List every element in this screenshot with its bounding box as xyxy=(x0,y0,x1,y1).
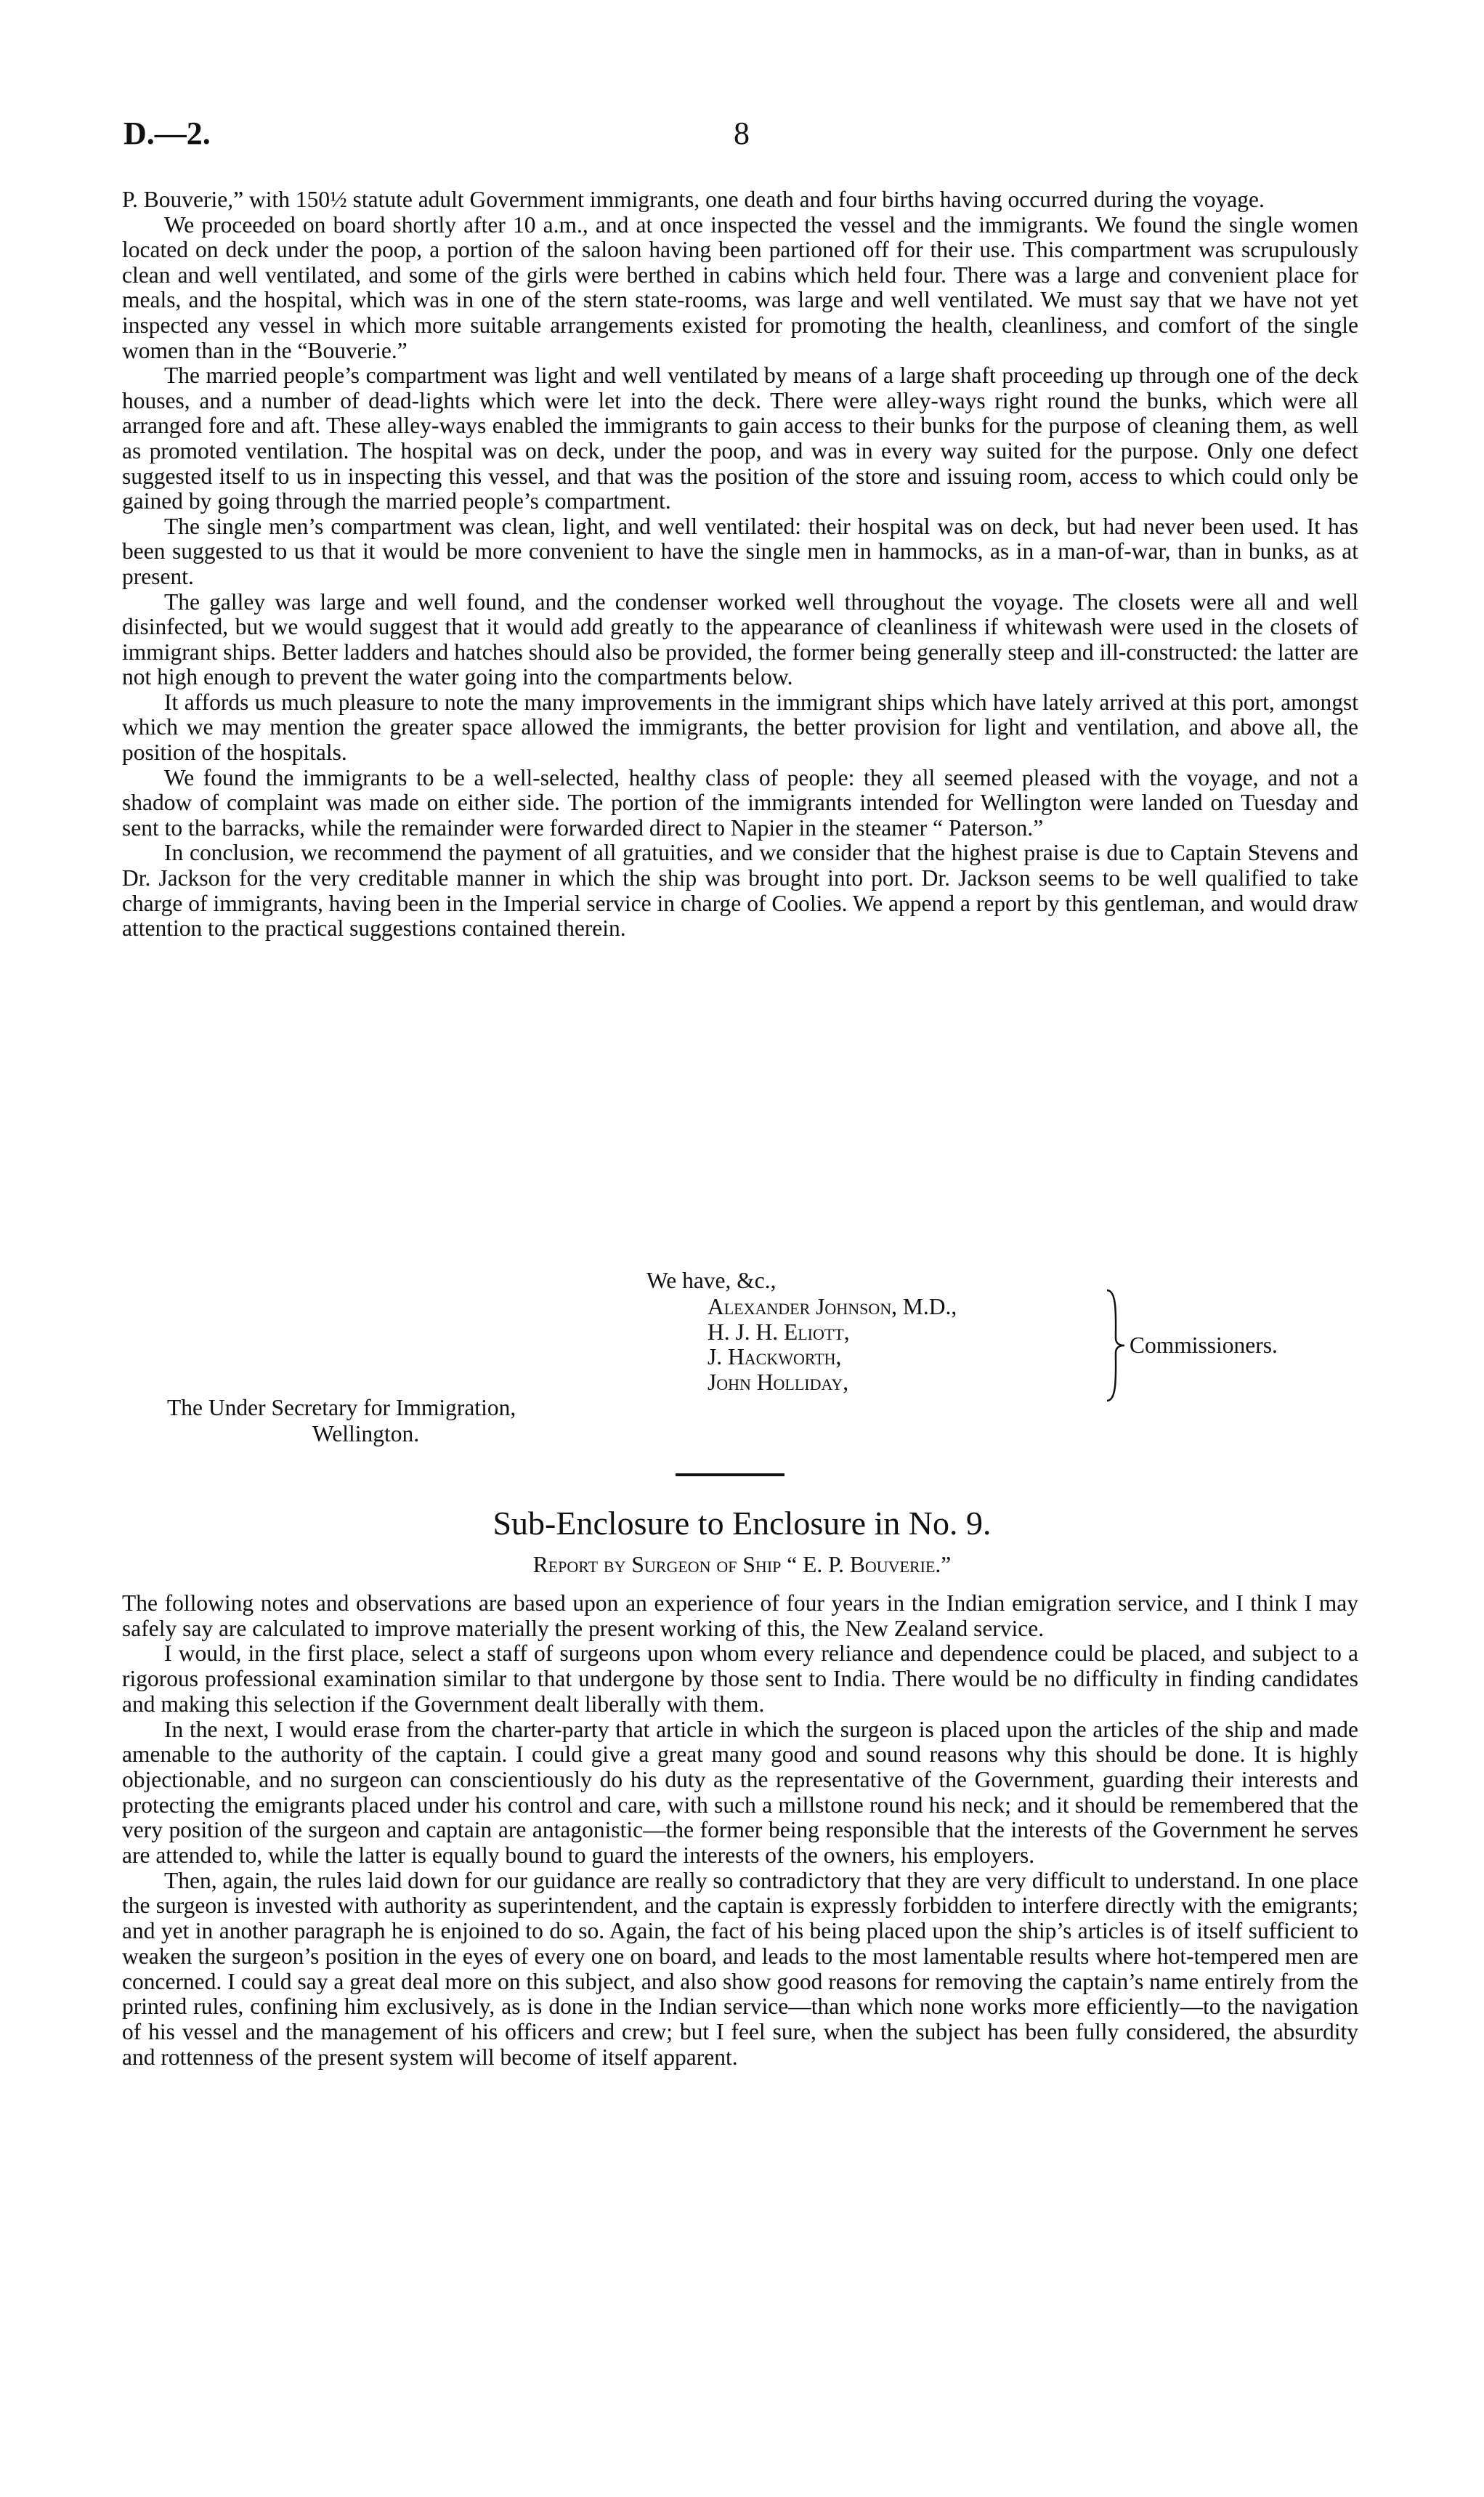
enclosure-paragraph: The following notes and observations are based upon an experience of four years in the Indian emigration service, and I think I may safely say are calculated to improve materially the present working of this, the New Zealand service. xyxy=(122,1590,1358,1641)
letter-paragraph: It affords us much pleasure to note the many improvements in the immigrant ships which have lately arrived at this port, amongst which we may mention the greater space allowed the immigrants, the better provision for light and ventilation, and above all, the position of the hospitals. xyxy=(122,689,1358,766)
letter-paragraph: The married people’s compartment was light and well ventilated by means of a large shaft proceeding up through one of the deck houses, and a number of dead-lights which were let into the deck. There were alley-ways right round the bunks, which were all arranged fore and aft. These alley-ways enabled the immigrants to gain access to their bunks for the purpose of cleaning them, as well as promoted ventilation. The hospital was on deck, under the poop, and was in every way suited for the purpose. Only one defect suggested itself to us in inspecting this vessel, and that was the position of the store and issuing room, access to which could only be gained by going through the married people’s compartment. xyxy=(122,363,1358,514)
letter-paragraph: We found the immigrants to be a well-selected, healthy class of people: they all seemed pleased with the voyage, and not a shadow of complaint was made on either side. The portion of the immigrants intended for Wellington were landed on Tuesday and sent to the barracks, while the remainder were forwarded direct to Napier in the steamer “ Paterson.” xyxy=(122,764,1358,841)
signatory-brace xyxy=(1104,1287,1126,1404)
page-header xyxy=(123,115,1358,158)
letter-body xyxy=(122,187,1358,942)
enclosure-paragraph: I would, in the first place, select a staff of surgeons upon whom every reliance and dependence could be placed, and subject to a rigorous professional examination similar to that undergone by those sent to India. There would be no difficulty in finding candidates and making this selection if the Government dealt liberally with them. xyxy=(122,1640,1358,1717)
letter-paragraph: We proceeded on board shortly after 10 a.m., and at once inspected the vessel and the immigrants. We found the single women located on deck under the poop, a portion of the saloon having been partioned off for their use. This compartment was scrupulously clean and well ventilated, and some of the girls were berthed in cabins which held four. There was a large and convenient place for meals, and the hospital, which was in one of the stern state-rooms, was large and well ventilated. We must say that we have not yet inspected any vessel in which more suitable arrangements existed for promoting the health, cleanliness, and comfort of the single women than in the “Bouverie.” xyxy=(122,211,1358,363)
signatories xyxy=(707,1295,1071,1395)
letter-paragraph: The single men’s compartment was clean, light, and well ventilated: their hospital was on deck, but had never been used. It has been suggested to us that it would be more convenient to have the single men in hammocks, as in a man-of-war, than in bunks, as at present. xyxy=(122,513,1358,589)
signatory-name: John Holliday, xyxy=(707,1369,849,1395)
letter-closing: We have, &c., xyxy=(646,1268,777,1293)
page-reference: D.—2. xyxy=(123,116,211,151)
signatory-name: Alexander Johnson, M.D., xyxy=(707,1294,957,1319)
signatory-name: J. Hackworth, xyxy=(707,1344,842,1370)
enclosure-subtitle: Report by Surgeon of Ship “ E. P. Bouverie.” xyxy=(532,1552,952,1577)
section-divider xyxy=(676,1473,784,1476)
enclosure-paragraph: In the next, I would erase from the charter-party that article in which the surgeon is placed upon the articles of the ship and made amenable to the authority of the captain. I could give a great many good and sound reasons why this should be done. It is highly objectionable, and no surgeon can conscientiously do his duty as the representative of the Government, guarding their interests and protecting the emigrants placed under his control and care, with such a millstone round his neck; and it should be remembered that the very position of the surgeon and captain are antagonistic—the former being responsible that the interests of the Government he serves are attended to, while the latter is equally bound to guard the interests of the owners, his employers. xyxy=(122,1716,1358,1869)
enclosure-body xyxy=(122,1591,1358,2070)
signatory-name: H. J. H. Eliott, xyxy=(707,1319,850,1345)
signatory-role: Commissioners. xyxy=(1130,1332,1278,1358)
addressee-place: Wellington. xyxy=(312,1421,420,1446)
enclosure-paragraph: Then, again, the rules laid down for our guidance are really so contradictory that they are very difficult to understand. In one place the surgeon is invested with authority as superintendent, and the captain is expressly forbidden to interfere directly with the emigrants; and yet in another paragraph he is enjoined to do so. Again, the fact of his being placed upon the ship’s articles is of itself sufficient to weaken the surgeon’s position in the eyes of every one on board, and leads to the most lamentable results where hot-tempered men are concerned. I could say a great deal more on this subject, and also show good reasons for removing the captain’s name entirely from the printed rules, confining him exclusively, as is done in the Indian service—than which none works more efficiently—to the navigation of his vessel and the management of his officers and crew; but I feel sure, when the subject has been fully considered, the absurdity and rottenness of the present system will become of itself apparent. xyxy=(122,1867,1358,2070)
addressee-title: The Under Secretary for Immigration, xyxy=(167,1395,516,1420)
letter-paragraph: P. Bouverie,” with 150½ statute adult Government immigrants, one death and four births having occurred during the voyage. xyxy=(122,187,1265,212)
page-number: 8 xyxy=(734,116,750,151)
letter-paragraph: In conclusion, we recommend the payment of all gratuities, and we consider that the highest praise is due to Captain Stevens and Dr. Jackson for the very creditable manner in which the ship was brought into port. Dr. Jackson seems to be well qualified to take charge of immigrants, having been in the Imperial service in charge of Coolies. We append a report by this gentleman, and would draw attention to the practical suggestions contained therein. xyxy=(122,840,1358,942)
addressee xyxy=(167,1395,516,1447)
enclosure-title: Sub-Enclosure to Enclosure in No. 9. xyxy=(492,1505,992,1542)
letter-paragraph: The galley was large and well found, and the condenser worked well throughout the voyage. The closets were all and well disinfected, but we would suggest that it would add greatly to the appearance of cleanliness if whitewash were used in the closets of immigrant ships. Better ladders and hatches should also be provided, the former being generally steep and ill-constructed: the latter are not high enough to prevent the water going into the compartments below. xyxy=(122,588,1358,690)
